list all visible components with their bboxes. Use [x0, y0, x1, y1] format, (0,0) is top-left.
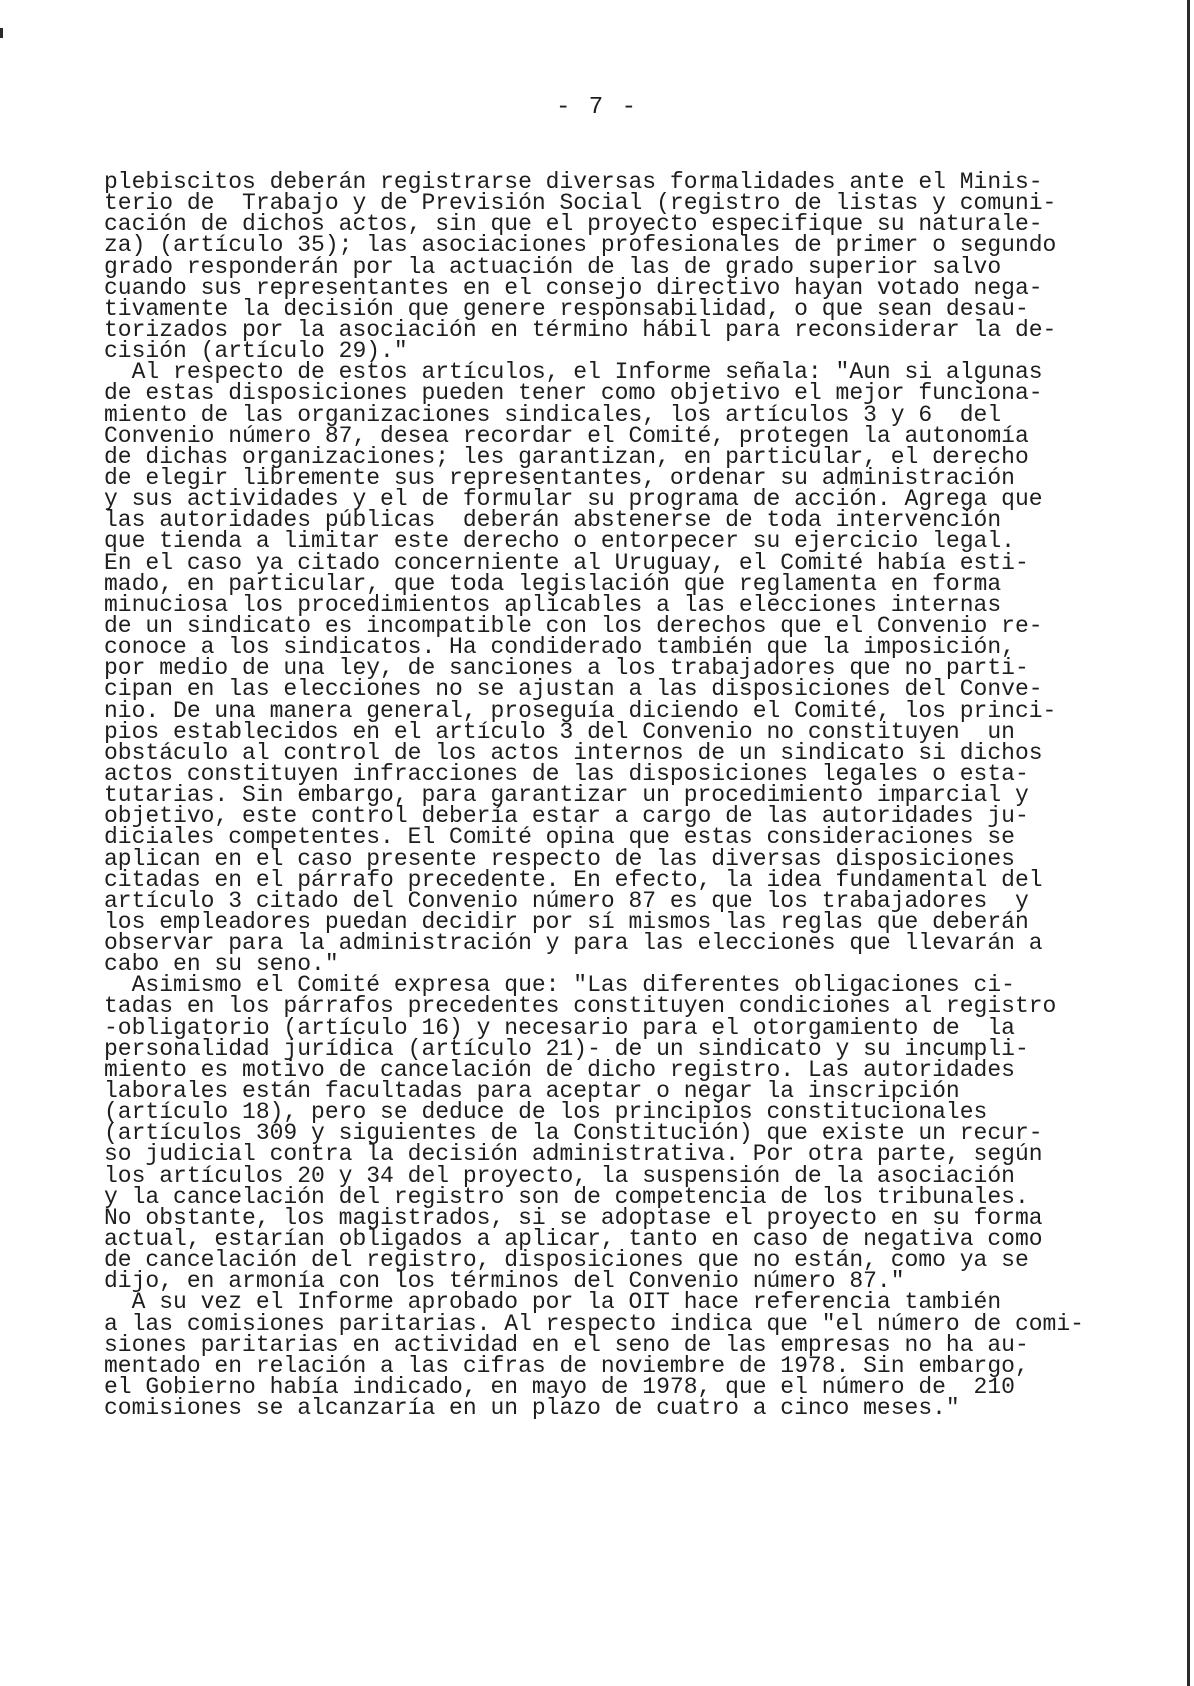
text-line: Asimismo el Comité expresa que: "Las diferentes obligaciones ci- [104, 972, 1015, 999]
text-line: Convenio número 87, desea recordar el Comité, protegen la autonomía [104, 422, 1029, 449]
text-line: mentado en relación a las cifras de noviembre de 1978. Sin embargo, [104, 1352, 1029, 1379]
text-line: las autoridades públicas deberán abstenerse de toda intervención [104, 507, 1002, 534]
text-line: los empleadores puedan decidir por sí mismos las reglas que deberán [104, 908, 1029, 935]
text-line: obstáculo al control de los actos internos de un sindicato si dichos [104, 739, 1043, 766]
text-line: pios establecidos en el artículo 3 del Convenio no constituyen un [104, 718, 1015, 745]
scan-edge-mark [0, 28, 3, 38]
text-line: tivamente la decisión que genere responsabilidad, o que sean desau- [104, 295, 1029, 322]
text-line: laborales están facultadas para aceptar o negar la inscripción [104, 1078, 960, 1105]
text-line: siones paritarias en actividad en el seno de las empresas no ha au- [104, 1331, 1029, 1358]
text-line: de cancelación del registro, disposiciones que no están, como ya se [104, 1247, 1029, 1274]
text-line: cisión (artículo 29)." [104, 338, 408, 365]
text-line: aplican en el caso presente respecto de las diversas disposiciones [104, 845, 1015, 872]
text-line: artículo 3 citado del Convenio número 87 es que los trabajadores y [104, 887, 1029, 914]
text-line: que tienda a limitar este derecho o entorpecer su ejercicio legal. [104, 528, 1015, 555]
text-line: dijo, en armonía con los términos del Convenio número 87." [104, 1268, 905, 1295]
text-line: cuando sus representantes en el consejo directivo hayan votado nega- [104, 274, 1043, 301]
text-line: observar para la administración y para las elecciones que llevarán a [104, 930, 1043, 957]
document-body [104, 169, 1114, 1422]
text-line: de elegir libremente sus representantes, ordenar su administración [104, 464, 1015, 491]
text-line: por medio de una ley, de sanciones a los trabajadores que no parti- [104, 655, 1029, 682]
text-line: y sus actividades y el de formular su programa de acción. Agrega que [104, 486, 1043, 513]
text-line: conoce a los sindicatos. Ha condiderado también que la imposición, [104, 634, 1015, 661]
text-line: cación de dichos actos, sin que el proyecto especifique su naturale- [104, 211, 1043, 238]
text-line: comisiones se alcanzaría en un plazo de cuatro a cinco meses." [104, 1395, 960, 1422]
text-line: (artículos 309 y siguientes de la Constitución) que existe un recur- [104, 1120, 1043, 1147]
text-line: (artículo 18), pero se deduce de los principios constitucionales [104, 1099, 988, 1126]
text-line: No obstante, los magistrados, si se adoptase el proyecto en su forma [104, 1204, 1043, 1231]
text-line: minuciosa los procedimientos aplicables a las elecciones internas [104, 591, 1002, 618]
text-line: citadas en el párrafo precedente. En efecto, la idea fundamental del [104, 866, 1043, 893]
text-line: miento es motivo de cancelación de dicho registro. Las autoridades [104, 1056, 1015, 1083]
text-line: plebiscitos deberán registrarse diversas formalidades ante el Minis- [104, 169, 1043, 195]
text-line: personalidad jurídica (artículo 21)- de un sindicato y su incumpli- [104, 1035, 1029, 1062]
text-line: actos constituyen infracciones de las disposiciones legales o esta- [104, 760, 1029, 787]
text-line: En el caso ya citado concerniente al Uruguay, el Comité había esti- [104, 549, 1029, 576]
text-line: Al respecto de estos artículos, el Informe señala: "Aun si algunas [104, 359, 1043, 386]
text-line: actual, estarían obligados a aplicar, tanto en caso de negativa como [104, 1226, 1043, 1253]
text-line: de estas disposiciones pueden tener como objetivo el mejor funciona- [104, 380, 1043, 407]
text-line: mado, en particular, que toda legislación que reglamenta en forma [104, 570, 1002, 597]
text-line: grado responderán por la actuación de las de grado superior salvo [104, 253, 1002, 280]
text-line: miento de las organizaciones sindicales, los artículos 3 y 6 del [104, 401, 1002, 428]
text-line: terio de Trabajo y de Previsión Social (registro de listas y comuni- [104, 190, 1057, 217]
text-line: los artículos 20 y 34 del proyecto, la suspensión de la asociación [104, 1162, 1015, 1189]
page-number: - 7 - [555, 94, 638, 121]
text-line: diciales competentes. El Comité opina que estas consideraciones se [104, 824, 1015, 851]
text-line: objetivo, este control debería estar a cargo de las autoridades ju- [104, 803, 1029, 830]
text-line: cabo en su seno." [104, 951, 339, 978]
text-line: a las comisiones paritarias. Al respecto indica que "el número de comi- [104, 1310, 1084, 1337]
text-line: tutarias. Sin embargo, para garantizar un procedimiento imparcial y [104, 782, 1029, 809]
scan-edge-line [1187, 0, 1190, 1686]
text-line: -obligatorio (artículo 16) y necesario para el otorgamiento de la [104, 1014, 1015, 1041]
text-line: A su vez el Informe aprobado por la OIT hace referencia también [104, 1289, 1002, 1316]
text-line: cipan en las elecciones no se ajustan a las disposiciones del Conve- [104, 676, 1043, 703]
text-line: nio. De una manera general, proseguía diciendo el Comité, los princi- [104, 697, 1057, 724]
text-line: de dichas organizaciones; les garantizan, en particular, el derecho [104, 443, 1029, 470]
text-line: y la cancelación del registro son de competencia de los tribunales. [104, 1183, 1029, 1210]
text-line: torizados por la asociación en término hábil para reconsiderar la de- [104, 316, 1057, 343]
text-line: tadas en los párrafos precedentes constituyen condiciones al registro [104, 993, 1057, 1020]
text-line: de un sindicato es incompatible con los derechos que el Convenio re- [104, 612, 1043, 639]
text-line: so judicial contra la decisión administrativa. Por otra parte, según [104, 1141, 1043, 1168]
text-line: za) (artículo 35); las asociaciones profesionales de primer o segundo [104, 232, 1057, 259]
text-line: el Gobierno había indicado, en mayo de 1978, que el número de 210 [104, 1374, 1015, 1401]
